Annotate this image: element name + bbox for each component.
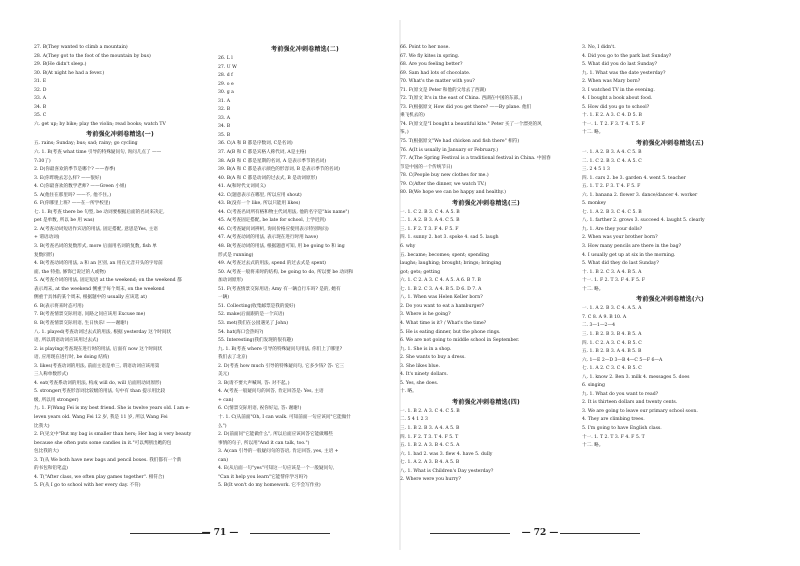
answer-line: 4. They are climbing trees. <box>582 417 645 423</box>
answer-line: 3. B(考查名词的复数形式, more 后面用名词的复数, fish 单 <box>34 244 157 250</box>
answer-line: 七. 1. B 2. C 3. A 4. B 5. D 6. D 7. A <box>400 286 482 292</box>
answer-line: 5. B(It won't do my homework. 它不会写作业) <box>218 483 321 489</box>
answer-line: 七. 1. A 2. A 3. B 4. A 5. B <box>400 460 460 466</box>
answer-line: 4. A(考查一般疑问句的回答, 肯定回答是: Yes, 主语 <box>218 389 324 395</box>
answer-line: 5. Yes, she does. <box>400 380 439 386</box>
answer-line: 78. C(People buy new clothes for me.) <box>400 173 489 179</box>
answer-line: pet 是单数, 所以 be 用 was) <box>34 218 95 224</box>
answer-line: 美元) <box>218 372 229 378</box>
answer-line: 55. Interesting(我们发现的很有趣) <box>218 338 293 344</box>
answer-line: 语, 应用现在进行时, be doing 结构) <box>34 355 110 361</box>
answer-line: 十. 1. B 2. C 3. A 4. B 5. A <box>582 269 642 275</box>
answer-line: 5. What did you do last Sunday? <box>582 62 657 68</box>
answer-line: 71. F(原文是 Peter 和他的父母去了西湖) <box>400 87 486 93</box>
answer-line: 4. I bought a book about food. <box>582 96 653 102</box>
answer-line: 52. make(后面跟的是一个宾语) <box>218 312 285 318</box>
answer-line: 28. A(They got to the foot of the mountain by bus) <box>34 53 151 59</box>
answer-line: 十一. 1. F 2. T 3. F 4. F 5. F <box>582 278 645 284</box>
answer-line: 73. F(根据原文 How did you get there? ——By plane. 他们 <box>400 104 532 110</box>
answer-line: 复数同形) <box>34 252 55 258</box>
answer-line: 八. 1. know 2. Ben 3. milk 4. messages 5. does <box>582 374 690 380</box>
answer-line: 加动词原形) <box>218 278 243 284</box>
answer-line: 4. eat(考查系动词的用法, 构成 will do, will 后面用动词原形) <box>34 380 162 386</box>
answer-line: 2. D(前面问"它能做什么", 所以后面应该回答它能做哪些 <box>218 432 333 438</box>
answer-line: 五. 1. B 2. A 3. B 4. C 5. A <box>400 443 460 449</box>
answer-line: 5. What did they do last Sunday? <box>582 261 659 267</box>
answer-line: 27. B(They wanted to climb a mountain) <box>34 45 128 50</box>
answer-line: 34. B <box>218 124 231 130</box>
answer-line: 表示周末, at the weekend 侧重于每个周末, on the weekend <box>34 286 165 292</box>
section-heading: 考前强化冲刺卷精选(五) <box>636 140 704 148</box>
answer-line: leven years old. Wang Fei 12 岁, 我是 11 岁, 所以 Wang Fei <box>34 414 168 420</box>
answer-line: 53. met(我们在公园遇见了 John) <box>218 320 289 326</box>
answer-line: 5. monkey <box>582 201 607 207</box>
section-heading: 考前强化冲刺卷精选(四) <box>452 398 520 406</box>
answer-line: because she often puts some candies in it."可以判断出她的包 <box>34 440 172 446</box>
answer-line: 2. D(你最喜欢的季节是哪个? ——春季) <box>34 167 116 173</box>
answer-line: 38. A(B 和 C 都是星期的名词, A 是表示季节的名词) <box>218 158 327 164</box>
answer-line: 40. B(A 和 C 都是动词的过去式, B 是动词原形) <box>218 175 318 181</box>
answer-line: 语, 所以谓语动词应该用过去式) <box>34 338 99 344</box>
answer-line: 36. C(A 和 B 都是序数词, C是名词) <box>218 141 293 147</box>
answer-line: 比我大) <box>34 423 50 429</box>
answer-line: 4. B(考查动词的用法, a 和 an 区别, an 用在元音开头的字母前 <box>34 261 163 267</box>
answer-line: 31. A <box>218 98 231 104</box>
answer-line: 五. rains; Sunday; bus; sad; rainy; go cycling <box>34 141 138 147</box>
answer-line: 74. F(原文是"I bought a beautiful kite." Peter 买了一个漂亮的风 <box>400 121 542 127</box>
answer-line: 九. 1. What do you want to read? <box>582 391 659 397</box>
answer-line: 一. 1. B 2. A 3. C 4. C 5. B <box>400 408 460 414</box>
answer-line: 一. 1. C 2. B 3. C 4. A 5. B <box>400 209 460 215</box>
answer-line: 2. F(见文中"But my bag is smaller than hers; Her bag is very beauty <box>34 432 192 438</box>
answer-line: 5. I'm going to have English class. <box>582 425 662 431</box>
answer-line: 九. 1. F(Wang Fei is my best friend. She is twelve years old. I am e- <box>34 406 190 412</box>
answer-line: 九. 1. Are they your dolls? <box>582 226 643 232</box>
answer-line: 3. Where is he going? <box>400 312 451 318</box>
answer-line: 八. 1. What is Children's Day yesterday? <box>400 468 494 474</box>
answer-line: 27. U W <box>218 64 237 70</box>
answer-line: + 谓语动词) <box>34 235 60 241</box>
answer-line: 六. 1. banana 2. flower 3. dance/dancer 4. worker <box>582 192 698 198</box>
answer-line: 七. 1. A 2. C 3. C 4. B 5. C <box>582 366 642 372</box>
answer-line: 3. A(can 引导的一般疑问句的答语, 肯定回答, yes, 主语 + <box>218 449 339 455</box>
answer-line: 包比我的大) <box>34 449 59 455</box>
answer-line: 一. 1. A 2. B 3. C 4. A 5. A <box>582 306 642 312</box>
answer-line: 4. Did you go to the park last Sunday? <box>582 53 672 59</box>
answer-line: 的书包和铅笔盒) <box>34 466 68 472</box>
answer-column-1 <box>34 44 206 491</box>
answer-line: 43. B(没有一个 like, 所以只能用 likes) <box>218 201 301 207</box>
answer-line: 二. 3—1—2—4 <box>582 323 615 329</box>
answer-line: 3. T(从 We both have new bags and pencil boxes. 我们都有一个新 <box>34 457 182 463</box>
answer-line: 2. A(考查动词短语作宾语的用法, 固定搭配, 意思是Yes, 主语 <box>34 226 158 232</box>
answer-line: 8. B(考查情景交际用语, 生日快乐! ——谢谢!) <box>34 320 129 326</box>
answer-line: 7. C 8. A 9. B 10. A <box>582 314 627 320</box>
answer-line: 六. 1—E 2—D 3—B 4—C 5—F 6—A <box>582 357 663 363</box>
answer-line: 4. I usually get up at six in the morning. <box>582 252 676 258</box>
answer-line: 75. T(根据原文"We had chicken and fish there" 相符) <box>400 139 520 145</box>
answer-line: 6. We are not going to middle school in September. <box>400 338 520 344</box>
section-heading: 考前强化冲刺卷精选(六) <box>636 296 704 304</box>
answer-line: 7. B(考查情景交际用语, 问路之问应该用 Excuse me) <box>34 312 146 318</box>
answer-line: 2. Do you want to eat a hamburger? <box>400 303 484 309</box>
answer-line: 5. He is eating dinner, but the phone rings. <box>400 329 501 335</box>
answer-line: 六. 1. C 2. A 3. C 4. A 5. A 6. B 7. B <box>400 278 481 284</box>
answer-line: 十二. 略。 <box>582 130 604 136</box>
answer-line: 5. How did you go to school? <box>582 104 650 110</box>
answer-line: 68. Are you feeling better? <box>400 62 463 68</box>
answer-line: 十. 略。 <box>400 389 417 395</box>
answer-line: 六. get up; by bike; play the violin; read books; watch TV <box>34 121 166 127</box>
answer-line: 八. 1. farther 2. grows 3. succeed 4. laught 5. clearly <box>582 218 705 224</box>
answer-line: 51. Collecting(收集邮票是我的爱好) <box>218 303 296 309</box>
answer-line: 三. 1. F 2. T 3. F 4. F 5. F <box>400 226 459 232</box>
answer-line: + can) <box>218 397 234 403</box>
answer-line: 37. A(B 和 C 都是宾格人称代词, A是主格) <box>218 150 307 156</box>
answer-line: 46. C(考查疑问词辨析, 询问价格应使用表示特别询问) <box>218 226 329 232</box>
section-heading: 考前强化冲刺卷精选(二) <box>271 46 339 53</box>
answer-line: 3. No, I didn't. <box>582 45 616 50</box>
answer-line: 5. A(他住在那里吗? ——不, 他不住。) <box>34 192 112 198</box>
answer-line: 十一. 1. T 2. T 3. F 4. F 5. T <box>582 434 645 440</box>
answer-line: 三. 1. B 2. B 3. A 4. A 5. B <box>400 425 460 431</box>
answer-line: 四. 1. sunny 2. hot 3. spoke 4. sad 5. laugh <box>400 235 499 241</box>
answer-line: got; gets; getting <box>400 269 441 275</box>
answer-line: 七. 1. A 2. B 3. C 4. C 5. B <box>582 209 642 215</box>
answer-line: 三. 2 4 5 1 3 <box>582 167 610 173</box>
answer-line: 6. why <box>400 244 416 250</box>
section-heading: 考前强化冲刺卷精选(三) <box>452 199 520 207</box>
answer-line: 6. F(你哪里上班? ——在一所学校里) <box>34 201 111 207</box>
answer-line: 2. Where were you hurry? <box>400 477 461 483</box>
footer-rule-right <box>430 533 510 534</box>
answer-line: 7:30了) <box>34 158 51 164</box>
answer-line: 八. 1. played(考查动词过去式的用法, 根据 yesterday 这个时间状 <box>34 329 172 335</box>
answer-line: 十二. 略。 <box>582 286 604 292</box>
answer-line: 69. Sam had lots of chocolate. <box>400 70 471 76</box>
answer-line: 三人称单数形式) <box>34 372 68 378</box>
answer-line: 32. D <box>34 87 47 93</box>
answer-line: 30. B(At night he had a fever.) <box>34 70 105 76</box>
answer-line: 79. C(After the dinner, we watch TV.) <box>400 181 487 187</box>
answer-line: can) <box>218 457 229 463</box>
answer-line: 形式是 running) <box>218 252 254 258</box>
answer-line: 39. B(A 和 C 都是表示颜色的形容词, B 是表示季节的名词) <box>218 167 340 173</box>
answer-line: 48. B(考查动词的用法, 根据题意可知, 用 be going to 和 ing <box>218 244 345 250</box>
answer-line: 六. 1. B(考查 what time 引导的特殊疑问句, 询问几点了 —— <box>34 150 162 156</box>
answer-column-4 <box>582 44 758 451</box>
answer-line: 35. B <box>218 132 231 138</box>
answer-line: 么") <box>218 423 227 429</box>
answer-line: 31. E <box>34 79 47 85</box>
answer-line: 32. B <box>218 107 231 113</box>
answer-line: 80. B(We hope we can be happy and healthy.) <box>400 190 506 196</box>
answer-line: 49. A(考查过去式的用法, spend 的过去式是 spent) <box>218 261 326 267</box>
answer-line: 35. C <box>34 113 47 119</box>
answer-line: 3. How many pencils are there in the bag? <box>582 244 682 250</box>
answer-line: 33. A <box>34 96 47 102</box>
answer-line: 2. It is thirteen dollars and twenty cents. <box>582 400 678 406</box>
answer-line: 2. When was Mary born? <box>582 79 641 85</box>
answer-line: 72. T(原文 It's in the east of China. 西湖在中国的东部。) <box>400 96 523 102</box>
answer-line: 九. 1. She is in a shop. <box>400 346 452 352</box>
answer-line: 70. What's the matter with you? <box>400 79 475 85</box>
answer-line: 十. 1. E 2. A 3. C 4. D 5. B <box>582 113 642 119</box>
answer-line: 42. C(题意表示在哪里, 所以应用 shout) <box>218 192 302 198</box>
answer-line: 筝。) <box>400 130 409 136</box>
answer-line: 二. 1. C 2. B 3. C 4. A 5. C <box>582 158 642 164</box>
answer-line: 三. 1. B 2. B 3. B 4. B 5. A <box>582 331 642 337</box>
answer-line: 2. When was your brother born? <box>582 235 658 241</box>
answer-line: 76. A(It is usually in January or February.) <box>400 147 499 153</box>
answer-line: 二. 1. A 2. B 3. A 4. C 5. B <box>400 218 460 224</box>
answer-line: 五. 1. B 2. B 3. A 4. B 5. B <box>582 349 642 355</box>
footer-rule-left-2 <box>250 533 330 534</box>
page-number-left: — 71 — <box>201 528 239 538</box>
answer-line: 41. A(和时代文词同义) <box>218 184 266 190</box>
answer-line: 26. L l <box>218 56 233 61</box>
answer-line: 66. Point to her nose. <box>400 45 450 50</box>
answer-column-3 <box>400 44 572 485</box>
answer-column-2 <box>218 44 392 491</box>
answer-line: 67. We fly kites in spring. <box>400 53 460 59</box>
answer-line: laughs; laughing; brought; brings; bringing <box>400 261 502 267</box>
answer-line: 54. hat(海口会热吗?) <box>218 329 264 335</box>
answer-line: 2. She wants to buy a dress. <box>400 355 466 361</box>
answer-line: 2. is playing(考查现在进行时的用法, 后面有 now 这个时间状 <box>34 346 163 352</box>
right-page <box>400 0 800 566</box>
answer-line: 二. 5 4 1 2 3 <box>400 417 428 423</box>
answer-line: 3. We are going to leave our primary school soon. <box>582 408 698 414</box>
answer-line: 四. 1. C 2. A 3. C 4. B 5. C <box>582 340 642 346</box>
answer-line: 4. It's ninety dollars. <box>400 372 448 378</box>
answer-line: 五. became; becomes; spent; spending <box>400 252 490 258</box>
answer-line: 29. o e <box>218 81 234 87</box>
answer-line: 面, the 特指, 修饰已说过的人或物) <box>34 269 106 275</box>
answer-line: 级, 所以用 stronger) <box>34 397 79 403</box>
answer-line: 3. I watched TV in the evening. <box>582 87 655 93</box>
answer-line: 八. 1. When was Helen Keller born? <box>400 295 483 301</box>
answer-line: 侧重于具体的某个周末, 根据题中的 usually 应该选 at) <box>34 295 147 301</box>
answer-line: 4. What time is it? / What's the time? <box>400 320 487 326</box>
answer-line: 4. T("After class, we often play games together". 相符合) <box>34 474 165 480</box>
answer-line: 6. B(表示将来时态可用) <box>34 303 84 309</box>
answer-line: 3. B(请不要大声喊叫, 答: 对不起。) <box>218 380 290 386</box>
answer-line: 事情的句子, 所以用"And it can talk, too.") <box>218 440 310 446</box>
answer-line: 4. E(从后面一句"yes"可知这一句应该是一个一般疑问句, <box>218 466 335 472</box>
answer-line: 九. 1. What was the date yesterday? <box>582 70 666 76</box>
section-heading: 考前强化冲刺卷精选(一) <box>86 131 154 139</box>
answer-line: 4. C(你最喜欢的数学老师? ——Green 小姐) <box>34 184 127 190</box>
answer-line: 一. 1. A 2. B 3. A 4. C 5. B <box>582 150 642 156</box>
answer-line: 45. A(考查固定搭配, be late for school, 上学迟到) <box>218 218 326 224</box>
answer-line: 6. singing <box>582 383 605 389</box>
answer-line: 44. C(考查名词所有格和物主代词用法, 他的名字是"his name") <box>218 209 350 215</box>
answer-line: 6. C(情景交际用语, 祝你好运, 答: 谢谢!) <box>218 406 302 412</box>
answer-line: 51. F(考查情景交际用语; Amy 有一辆自行车吗? 是的, 她有 <box>218 286 341 292</box>
page-number-right: — 72 — <box>521 528 559 538</box>
answer-line: 四. 1. cars 2. be 3. garden 4. went 5. teacher <box>582 175 686 181</box>
answer-line: 五. 1. T 2. F 3. T 4. F 5. F <box>582 184 641 190</box>
answer-line: 30. g a <box>218 90 234 96</box>
footer-rule-right-2 <box>560 533 640 534</box>
answer-line: 四. 1. F 2. T 3. T 4. F 5. T <box>400 434 459 440</box>
answer-line: 47. A(考查动词的用法, 表示现在进行时用 have) <box>218 235 318 241</box>
answer-line: 29. B(He didn't sleep.) <box>34 62 87 68</box>
answer-line: 5. stronger(考查形容词比较级的用法, 句中有 than 提示用比较 <box>34 389 166 395</box>
answer-line: 28. d f <box>218 73 233 79</box>
answer-line: 十一. 1. T 2. F 3. T 4. T 5. F <box>582 121 645 127</box>
answer-line: 乘飞机去的) <box>400 113 425 119</box>
answer-line: 33. A <box>218 115 231 121</box>
answer-line: 3. She likes blue. <box>400 363 440 369</box>
answer-line: 77. A(The Spring Festival is a traditional festival in China. 中国春 <box>400 156 551 162</box>
answer-line: 六. 1. bad 2. was 3. flew 4. have 5. dully <box>400 451 493 457</box>
answer-line: 七. 1. B(考查 there be 句型, be 动词要根据后面的名词来决定, <box>34 209 165 215</box>
answer-line: 50. A(考查一般将来时的结构, be going to do, 所以要 be 动词和 <box>218 269 354 275</box>
answer-line: 九. 1. B(考查 where 引导的特殊疑问句用法, 你们上了哪里? <box>218 346 343 352</box>
answer-line: 十二. 略。 <box>582 443 604 449</box>
answer-line: 一辆) <box>218 295 229 301</box>
answer-line: 3. likes(考查动词的用法, 前面主语是单三, 谓语动词应该用第 <box>34 363 160 369</box>
answer-line: 34. B <box>34 104 47 110</box>
answer-line: 3. E(你昨晚去怎么样? ——很好) <box>34 175 102 181</box>
answer-line: 5. A(考查介词的用法, 固定短语 at the weekend; on the weekend 都 <box>34 278 182 284</box>
answer-line: "Can it help you learn"它能帮你学习吗?) <box>218 474 308 480</box>
answer-line: 十. 1. C(从前面"Oh, I can walk. 可知前面一句应该问"它能做什 <box>218 414 351 420</box>
answer-line: 2. D(考查 how much 引导的特殊疑问句, 它多少钱? 答: 它三 <box>218 363 345 369</box>
answer-line: 5. F(从 I go to school with her every day. 不符) <box>34 483 141 489</box>
answer-line: 节是中国的一个传统节日) <box>400 164 453 170</box>
answer-line: 我们去了北京) <box>218 355 248 361</box>
